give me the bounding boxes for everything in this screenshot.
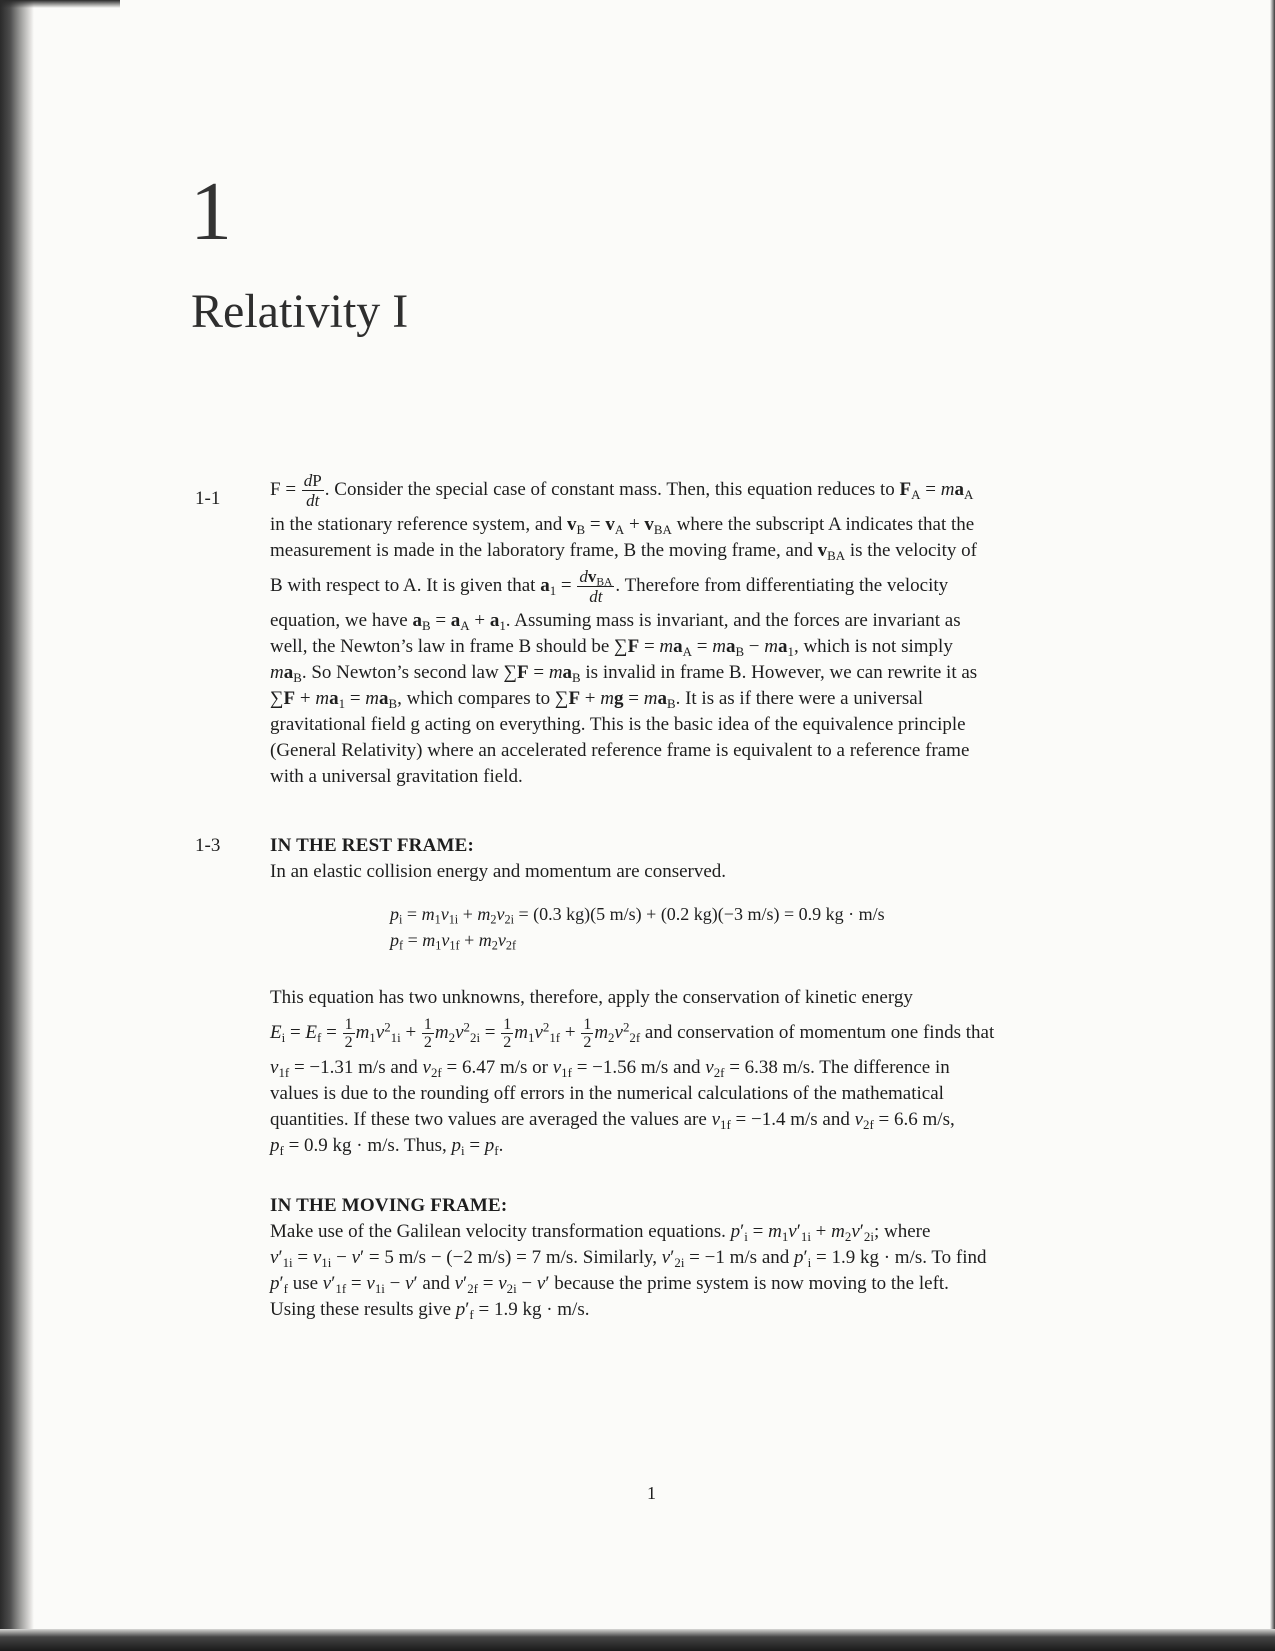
moving-line-4: Using these results give $p'_f = 1.9$ kg · m/s. (270, 1299, 590, 1322)
moving-frame-heading: IN THE MOVING FRAME: (270, 1195, 508, 1216)
rest-line-2: $E_i = E_f$ = $\frac{1}{2}$ $m_1v^2_{1i}$ + $\frac{1}{2}$ $m_2v^2_{2i}$ = $\frac{1}{2}$ $m_1v^2_{1f}$ + $\frac{1}{2}$ $m_2v^2_{2f}$ and conservation of momentum one finds that (270, 1016, 995, 1052)
p1-1-line-7: $ma_B$. So Newton’s second law $\sum F = ma_B$ is invalid in frame B. However, we can rewrite it as (270, 662, 978, 685)
p1-1-line-1: F = $\frac{dP}{dt}$ . Consider the special case of constant mass. Then, this equation reduces to $F_A = ma_A$ (270, 471, 974, 511)
scan-shadow-right (1270, 0, 1275, 1651)
moving-line-1: Make use of the Galilean velocity transformation equations. $p'_i = m_1v'_{1i} + m_2v'_{2i}$; where (270, 1221, 931, 1244)
problem-1-3-moving-body (270, 1193, 1088, 1323)
p1-1-line-4: B with respect to A. It is given that $a_1$ = $\frac{dv_{BA}}{dt}$ . Therefore from differentiating the velocity (270, 567, 949, 607)
chapter-number: 1 (190, 165, 232, 258)
rest-line-5: quantities. If these two values are averaged the values are $v_{1f} = -1.4$ m/s and $v_{2f} = 6.6$ m/s, (270, 1109, 955, 1132)
page-number: 1 (647, 1483, 656, 1503)
moving-line-3: $p'_f$ use $v'_{1f} = v_{1i} - v'$ and $v'_{2f} = v_{2i} - v'$ because the prime system is now moving to the left. (270, 1273, 949, 1296)
chapter-title: Relativity I (191, 285, 409, 338)
rest-line-6: $p_f = 0.9$ kg · m/s. Thus, $p_i = p_f$. (270, 1135, 504, 1158)
p1-1-line-11: with a universal gravitation field. (270, 766, 523, 787)
p1-1-line-2: in the stationary reference system, and $v_B = v_A + v_{BA}$ where the subscript A indicates that the (270, 514, 975, 537)
rest-frame-intro: In an elastic collision energy and momentum are conserved. (270, 861, 727, 882)
problem-1-1-body (270, 468, 1088, 790)
rest-line-3: $v_{1f} = -1.31$ m/s and $v_{2f} = 6.47$ m/s or $v_{1f} = -1.56$ m/s and $v_{2f} = 6.38$ m/s. The difference in (270, 1057, 950, 1080)
momentum-final-equation: $p_f = m_1v_{1f} + m_2v_{2f}$ (390, 930, 517, 953)
problem-1-3-rest-intro (270, 833, 1088, 885)
scan-shadow-left (0, 0, 34, 1651)
scan-shadow-bottom (0, 1629, 1275, 1651)
rest-frame-heading: IN THE REST FRAME: (270, 835, 475, 856)
p1-1-line-8: $\sum F + ma_1 = ma_B$, which compares to ∑F + mg = $ma_B$. It is as if there were a universal (270, 688, 923, 711)
problem-1-3-rest-body (270, 985, 1088, 1159)
problem-label-1-1: 1-1 (195, 488, 221, 509)
p1-1-line-10: (General Relativity) where an accelerated reference frame is equivalent to a reference frame (270, 740, 970, 761)
p1-1-line-6: well, the Newton’s law in frame B should be $\sum F = ma_A = ma_B - ma_1$, which is not simply (270, 636, 953, 659)
rest-line-4: values is due to the rounding off errors in the numerical calculations of the mathematical (270, 1083, 944, 1104)
p1-1-line-3: measurement is made in the laboratory frame, B the moving frame, and $v_{BA}$ is the velocity of (270, 540, 978, 563)
rest-line-1: This equation has two unknowns, therefore, apply the conservation of kinetic energy (270, 987, 913, 1008)
p1-1-line-5: equation, we have $a_B = a_A + a_1$. Assuming mass is invariant, and the forces are invariant as (270, 610, 961, 633)
p1-1-line-9: gravitational field g acting on everything. This is the basic idea of the equivalence principle (270, 714, 966, 735)
momentum-initial-equation: $p_i = m_1v_{1i} + m_2v_{2i} = (0.3$ kg)(5 m/s) + (0.2 kg)(−3 m/s) = 0.9 kg · m/s (390, 904, 885, 927)
moving-line-2: $v'_{1i} = v_{1i} - v' = 5$ m/s − (−2 m/s) = 7 m/s. Similarly, $v'_{2i} = -1$ m/s and $p'_i = 1.9$ kg · m/s. To find (270, 1247, 987, 1270)
scan-shadow-top (0, 0, 120, 8)
problem-label-1-3: 1-3 (195, 835, 221, 856)
